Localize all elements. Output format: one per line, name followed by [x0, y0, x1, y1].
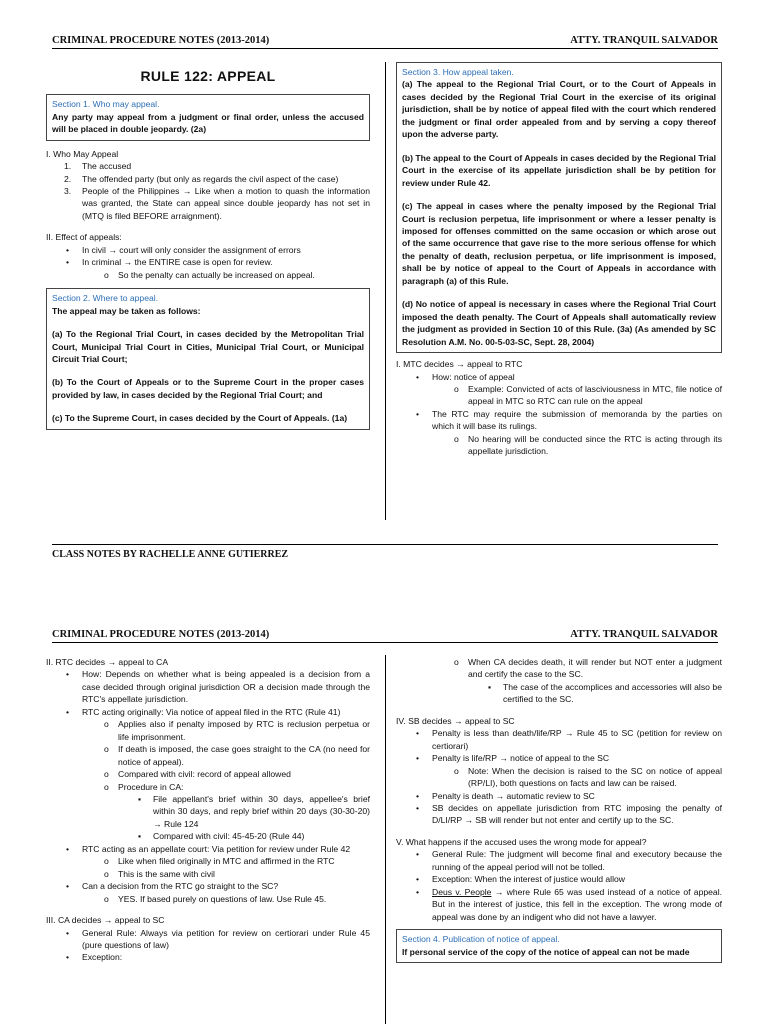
header-course-title: CRIMINAL PROCEDURE NOTES (2013-2014): [52, 35, 270, 46]
section2-a: (a) To the Regional Trial Court, in cases decided by the Metropolitan Trial Court, Municipal Trial Court in Cities, Municipal Trial Court, or Municipal Circuit Trial Court;: [52, 329, 364, 364]
header-professor: ATTY. TRANQUIL SALVADOR: [570, 35, 718, 46]
page1-left-column: [46, 62, 370, 430]
list-item: • SB decides on appellate jurisdiction from RTC imposing the penalty of D/LI/RP → SB will render but not enter and certify up to the SC.: [416, 802, 722, 826]
mtc-heading: I. MTC decides → appeal to RTC: [396, 359, 523, 370]
rtc-heading: II. RTC decides → appeal to CA: [46, 657, 169, 667]
section4-title: Section 4. Publication of notice of appeal.: [402, 934, 560, 945]
section3-c: (c) The appeal in cases where the penalty imposed by the Regional Trial Court is reclusion perpetua, life imprisonment or where a lesser penalty is imposed for offenses committed on the same occasion or which arose out of the same occurrence that gave rise to the more serious offense for which the penalty of death, reclusion perpetua, or life imprisonment is imposed, shall be by notice of appeal to the Court of Appeals in accordance with paragraph (a) of this Rule.: [402, 201, 716, 286]
list-item: • General Rule: The judgment will become final and executory because the running of the appeal period will not be tolled.: [416, 849, 722, 872]
page-footer: CLASS NOTES BY RACHELLE ANNE GUTIERREZ: [52, 544, 718, 563]
ca-heading: III. CA decides → appeal to SC: [46, 915, 165, 926]
list-item: 2. The offended party (but only as regards the civil aspect of the case): [64, 173, 339, 184]
list-item: • Penalty is death → automatic review to SC: [416, 790, 595, 801]
wrong-mode-heading: V. What happens if the accused uses the wrong mode for appeal?: [396, 836, 647, 847]
list-item: • Exception:: [66, 952, 123, 963]
section3-box: [396, 62, 722, 353]
section2-title: Section 2. Where to appeal.: [52, 293, 159, 304]
list-item: • RTC acting originally: Via notice of appeal filed in the RTC (Rule 41): [66, 706, 341, 717]
list-item: o Procedure in CA:: [104, 781, 184, 792]
section1-title: Section 1. Who may appeal.: [52, 99, 160, 110]
page2-left-column: [46, 656, 370, 964]
section2-c: (c) To the Supreme Court, in cases decided by the Court of Appeals. (1a): [52, 413, 348, 424]
case-citation: Deus v. People: [432, 886, 492, 897]
list-item: o Note: When the decision is raised to the SC on notice of appeal (RP/LI), both questions on facts and law can be raised.: [454, 765, 722, 789]
list-item: • Penalty is life/RP → notice of appeal to the SC: [416, 753, 610, 764]
list-item: ▪ Compared with civil: 45-45-20 (Rule 44): [138, 831, 305, 842]
list-item: • In criminal → the ENTIRE case is open for review.: [66, 257, 273, 268]
section2-b: (b) To the Court of Appeals or to the Supreme Court in the proper cases provided by law, in cases decided by the Regional Trial Court; and: [52, 377, 364, 400]
effect-heading: II. Effect of appeals:: [46, 232, 122, 243]
list-item: • RTC acting as an appellate court: Via petition for review under Rule 42: [66, 843, 351, 854]
section2-intro: The appeal may be taken as follows:: [52, 305, 201, 316]
section3-a: (a) The appeal to the Regional Trial Court, or to the Court of Appeals in cases decided by the Regional Trial Court in the exercise of its original jurisdiction, shall be by notice of appeal filed with the court which rendered the judgment or final order appealed from and by serving a copy thereof upon the adverse party.: [402, 79, 716, 140]
section1-box: [46, 94, 370, 140]
page-header: [52, 627, 718, 643]
header-course-title: CRIMINAL PROCEDURE NOTES (2013-2014): [52, 629, 270, 640]
page1-right-column: [396, 62, 722, 458]
list-item: • Exception: When the interest of justice would allow: [416, 874, 625, 885]
list-item: o Applies also if penalty imposed by RTC is reclusion perpetua or life imprisonment.: [104, 719, 370, 742]
list-item: o When CA decides death, it will render but NOT enter a judgment and certify the case to the SC.: [454, 657, 722, 680]
column-divider: [385, 62, 386, 520]
section3-d: (d) No notice of appeal is necessary in cases where the Regional Trial Court imposed the death penalty. The Court of Appeals shall automatically review the judgment as provided in Section 10 of this Rule. (3a) (As amended by SC Resolution A.M. No. 00-5-03-SC, Sept. 28, 2004): [402, 299, 716, 347]
list-item: o No hearing will be conducted since the RTC is acting through its appellate jurisdiction.: [454, 433, 722, 457]
list-item: o Compared with civil: record of appeal allowed: [104, 769, 291, 780]
page-header: [52, 33, 718, 49]
list-item: o Like when filed originally in MTC and affirmed in the RTC: [104, 856, 335, 867]
list-item: o This is the same with civil: [104, 868, 215, 879]
section2-box: [46, 288, 370, 430]
section4-text: If personal service of the copy of the notice of appeal can not be made: [402, 946, 690, 957]
section4-box: [396, 929, 722, 963]
list-item: • In civil → court will only consider the assignment of errors: [66, 244, 301, 255]
list-item: • The RTC may require the submission of memoranda by the parties on which it will base its rulings.: [416, 408, 722, 432]
column-divider: [385, 655, 386, 1024]
list-item: ▪ File appellant's brief within 30 days, appellee's brief within 30 days, and reply brief within 20 days (30-30-20) → Rule 124: [138, 793, 370, 829]
who-may-appeal: [46, 148, 370, 223]
list-item: • Deus v. People → where Rule 65 was used instead of a notice of appeal. But in the interest of justice, this fell in the exception. The wrong mode of appeal was done by an indigent who did not have a lawyer.: [416, 886, 722, 922]
list-item: • Can a decision from the RTC go straight to the SC?: [66, 881, 279, 892]
page-title: RULE 122: APPEAL: [140, 68, 276, 84]
sb-heading: IV. SB decides → appeal to SC: [396, 715, 515, 726]
section3-title: Section 3. How appeal taken.: [402, 67, 514, 77]
list-item: o If death is imposed, the case goes straight to the CA (no need for notice of appeal).: [104, 744, 370, 767]
mtc-notes: [396, 358, 722, 458]
list-item: • How: notice of appeal: [416, 371, 515, 382]
effect-of-appeals: [46, 231, 370, 281]
list-item: ▪ The case of the accomplices and accessories will also be certified to the SC.: [488, 681, 722, 705]
list-item: o Example: Convicted of acts of lasciviousness in MTC, file notice of appeal in MTC so RTC can rule on the appeal: [454, 383, 722, 407]
list-item: o So the penalty can actually be increased on appeal.: [104, 269, 315, 280]
who-heading: I. Who May Appeal: [46, 148, 119, 159]
section3-b: (b) The appeal to the Court of Appeals in cases decided by the Regional Trial Court in the exercise of its appellate jurisdiction shall be by petition for review under Rule 42.: [402, 152, 716, 188]
list-item: 1. The accused: [64, 161, 132, 172]
list-item: 3. People of the Philippines → Like when a motion to quash the information was granted, the State can appeal since double jeopardy has not set in (MTQ is filed BEFORE arraignment).: [64, 186, 370, 221]
list-item: o YES. If based purely on questions of law. Use Rule 45.: [104, 893, 327, 904]
section1-text: Any party may appeal from a judgment or final order, unless the accused will be placed in double jeopardy. (2a): [52, 111, 364, 135]
list-item: • Penalty is less than death/life/RP → Rule 45 to SC (petition for review on certiorari): [416, 728, 722, 751]
list-item: • How: Depends on whether what is being appealed is a decision from a case decided through original jurisdiction OR a decision made through the RTC's appellate jurisdiction.: [66, 669, 370, 705]
page2-right-column: [396, 656, 722, 963]
list-item: • General Rule: Always via petition for review on certiorari under Rule 45 (pure questions of law): [66, 927, 370, 950]
header-professor: ATTY. TRANQUIL SALVADOR: [570, 629, 718, 640]
